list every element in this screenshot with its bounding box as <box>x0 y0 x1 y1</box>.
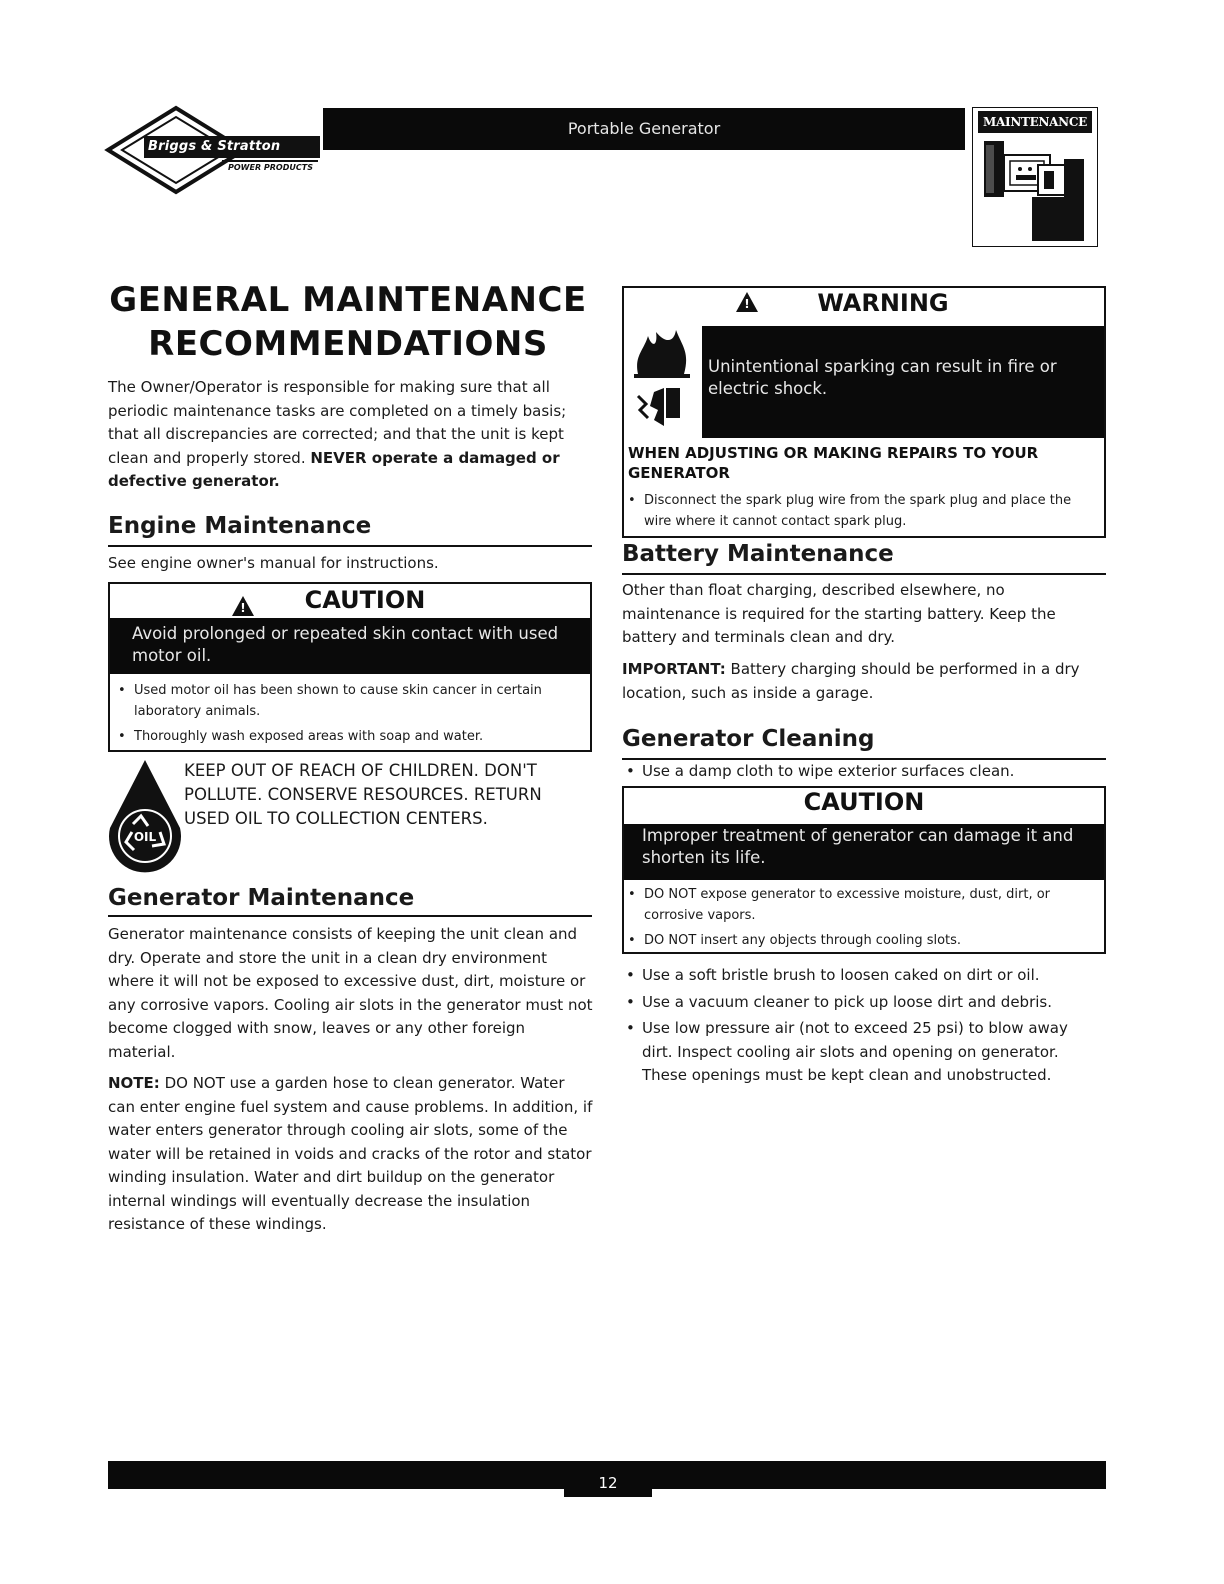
generator-cleaning-heading: Generator Cleaning <box>622 726 875 752</box>
logo-brand-text: Briggs & Stratton <box>148 139 281 154</box>
battery-maintenance-heading: Battery Maintenance <box>622 541 894 567</box>
caution-bullet-2: • Thoroughly wash exposed areas with soap and water. <box>114 726 584 747</box>
page-number: 12 <box>564 1469 652 1497</box>
intro-warning: NEVER operate a damaged or defective generator. <box>108 448 560 490</box>
caution-bullets <box>114 680 584 747</box>
warning-bullet <box>624 490 1098 532</box>
generator-maintenance-text: Generator maintenance consists of keeping the unit clean and dry. Operate and store the unit in a clean dry environment where it will not be exposed to excessive dust, dirt, moisture or any corrosive vapors. Cooling air slots in the generator must not become clogged with snow, leaves or any other foreign material. <box>108 925 593 1061</box>
caution2-bullet-2: • DO NOT insert any objects through cooling slots. <box>624 930 1098 951</box>
page-title <box>108 278 588 366</box>
engine-heading-rule <box>108 545 592 547</box>
page-title-line1: GENERAL MAINTENANCE <box>109 280 587 320</box>
fire-and-shock-icons <box>624 326 702 438</box>
caution2-bullets <box>624 884 1098 951</box>
oil-icon-label: OIL <box>133 830 157 844</box>
engine-maintenance-text: See engine owner's manual for instructions. <box>108 554 439 572</box>
cleaning-bullet-air: • Use low pressure air (not to exceed 25 psi) to blow away dirt. Inspect cooling air slots and opening on generator. These openings must be kept clean and unobstructed. <box>622 1017 1098 1088</box>
cleaning-bullet-vacuum: • Use a vacuum cleaner to pick up loose dirt and debris. <box>622 991 1098 1015</box>
warning-heading: WARNING <box>817 289 949 317</box>
warning-exclamation: ! <box>744 297 750 311</box>
warning-subhead: WHEN ADJUSTING OR MAKING REPAIRS TO YOUR GENERATOR <box>628 444 1039 482</box>
caution2-band-text: Improper treatment of generator can damage it and shorten its life. <box>642 826 1074 867</box>
important-text: Battery charging should be performed in a dry location, such as inside a garage. <box>622 660 1080 702</box>
battery-maintenance-text: Other than float charging, described elsewhere, no maintenance is required for the starting battery. Keep the battery and terminals clean and dry. <box>622 581 1056 646</box>
battery-heading-rule <box>622 573 1106 575</box>
cleaning-bullet-damp-cloth: • Use a damp cloth to wipe exterior surfaces clean. <box>622 760 1106 784</box>
cleaning-bullet-brush: • Use a soft bristle brush to loosen caked on dirt or oil. <box>622 964 1098 988</box>
generator-maintenance-heading: Generator Maintenance <box>108 885 415 911</box>
note-text: DO NOT use a garden hose to clean generator. Water can enter engine fuel system and cause problems. In addition, if water enters generator through cooling air slots, some of the water will be retained in voids and cracks of the rotor and stator winding insulation. Water and dirt buildup on the generator internal windings will eventually decrease the insulation resistance of these windings. <box>108 1074 593 1233</box>
caution-band-text: Avoid prolonged or repeated skin contact with used motor oil. <box>132 624 559 665</box>
header-title: Portable Generator <box>567 119 721 138</box>
maintenance-tab-label: MAINTENANCE <box>978 111 1092 133</box>
caution-bullet-1: • Used motor oil has been shown to cause skin cancer in certain laboratory animals. <box>114 680 584 722</box>
battery-important-paragraph <box>622 658 1106 705</box>
caution-exclamation: ! <box>240 601 246 615</box>
warning-bullet-1: • Disconnect the spark plug wire from the spark plug and place the wire where it cannot contact spark plug. <box>624 490 1098 532</box>
maintenance-tools-icon <box>980 137 1092 243</box>
page-title-line2: RECOMMENDATIONS <box>148 324 548 364</box>
cleaning-bullet-list <box>622 964 1098 1088</box>
generator-note-paragraph <box>108 1072 594 1237</box>
caution2-bullet-1: • DO NOT expose generator to excessive moisture, dust, dirt, or corrosive vapors. <box>624 884 1098 926</box>
intro-text: The Owner/Operator is responsible for making sure that all periodic maintenance tasks are completed on a timely basis; that all discrepancies are corrected; and that the unit is kept clean and properly stored. <box>108 378 567 467</box>
engine-maintenance-heading: Engine Maintenance <box>108 513 372 539</box>
warning-band-text: Unintentional sparking can result in fire or electric shock. <box>708 357 1057 398</box>
note-label: NOTE: <box>108 1074 160 1092</box>
important-label: IMPORTANT: <box>622 660 726 678</box>
generator-heading-rule <box>108 915 592 917</box>
caution2-heading: CAUTION <box>803 788 925 816</box>
caution-heading: CAUTION <box>304 586 426 614</box>
oil-recycle-icon <box>104 758 186 874</box>
used-oil-notice: KEEP OUT OF REACH OF CHILDREN. DON'T POLLUTE. CONSERVE RESOURCES. RETURN USED OIL TO COLLECTION CENTERS. <box>184 761 542 828</box>
intro-paragraph <box>108 376 592 494</box>
logo-subtitle: POWER PRODUCTS <box>228 163 313 172</box>
